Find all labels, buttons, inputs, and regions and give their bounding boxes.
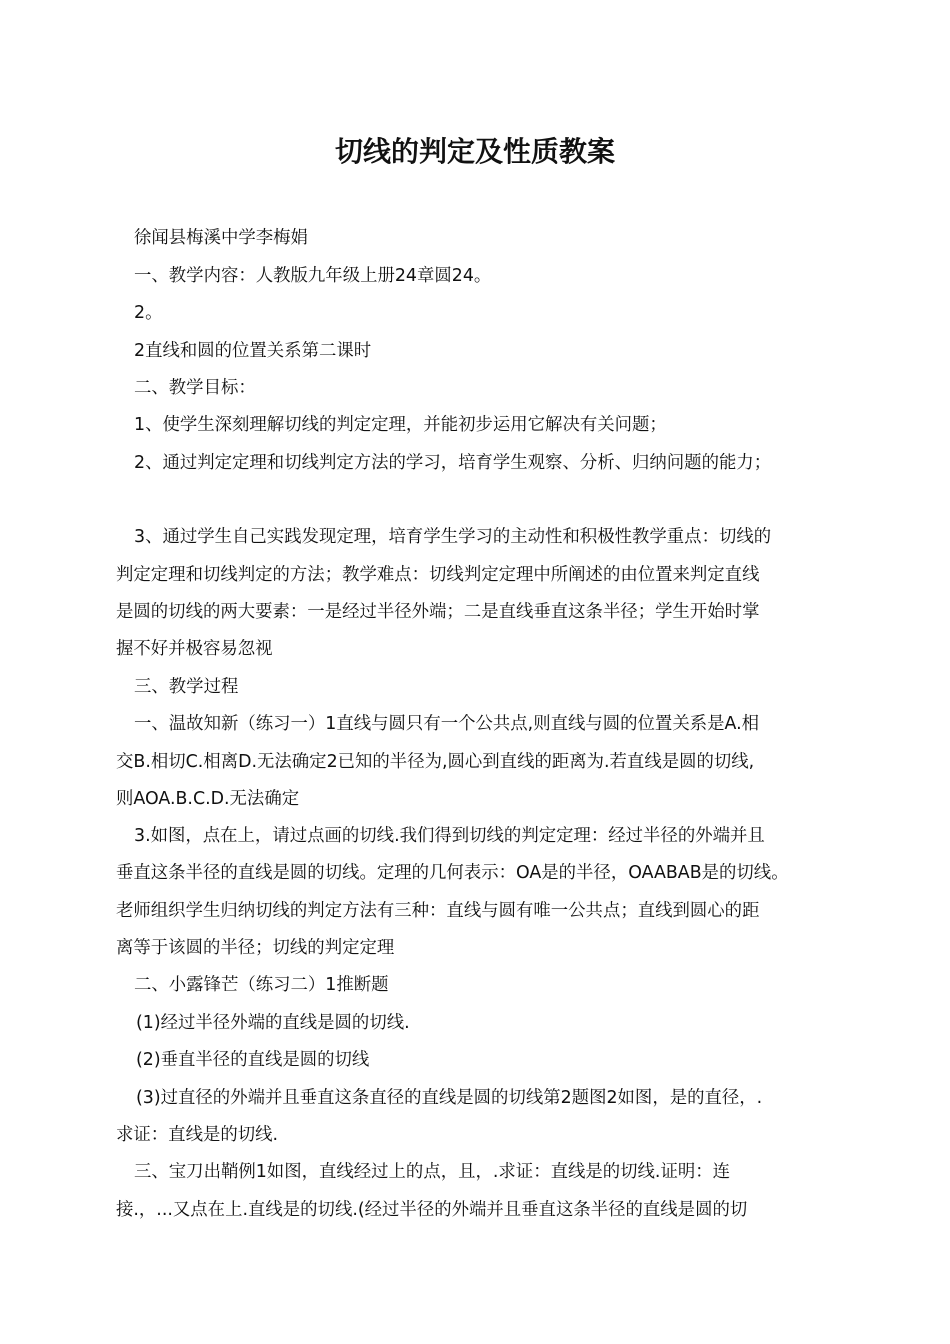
text-line: 1、使学生深刻理解切线的判定定理，并能初步运用它解决有关问题； xyxy=(134,415,667,435)
text-line: 一、教学内容：人教版九年级上册24章圆24。 xyxy=(134,266,492,286)
text-line: 3.如图，点在上，请过点画的切线.我们得到切线的判定定理：经过半径的外端并且 xyxy=(134,826,765,846)
author-line: 徐闻县梅溪中学李梅娟 xyxy=(134,228,308,248)
section-heading: 二、教学目标： xyxy=(134,378,256,398)
page-title: 切线的判定及性质教案 xyxy=(334,135,615,168)
text-line: 2、通过判定定理和切线判定方法的学习，培育学生观察、分析、归纳问题的能力； xyxy=(134,453,772,473)
text-line: (2)垂直半径的直线是圆的切线 xyxy=(136,1050,370,1070)
text-line: 则AOA.B.C.D.无法确定 xyxy=(116,789,300,809)
text-line: 老师组织学生归纳切线的判定方法有三种：直线与圆有唯一公共点；直线到圆心的距 xyxy=(116,901,760,921)
section-heading: 二、小露锋芒（练习二）1推断题 xyxy=(134,975,389,995)
text-line: 垂直这条半径的直线是圆的切线。定理的几何表示：OA是的半径，OAABAB是的切线。 xyxy=(116,863,789,883)
text-line: (3)过直径的外端并且垂直这条直径的直线是圆的切线第2题图2如图，是的直径，. xyxy=(136,1088,763,1108)
section-heading: 三、教学过程 xyxy=(134,677,239,697)
text-line: 3、通过学生自己实践发现定理，培育学生学习的主动性和积极性教学重点：切线的 xyxy=(134,527,772,547)
text-line: 交B.相切C.相离D.无法确定2已知的半径为,圆心到直线的距离为.若直线是圆的切线, xyxy=(116,752,755,772)
text-line: (1)经过半径外端的直线是圆的切线. xyxy=(136,1013,410,1033)
text-line: 2直线和圆的位置关系第二课时 xyxy=(134,341,372,361)
text-line: 离等于该圆的半径；切线的判定定理 xyxy=(116,938,395,958)
text-line: 握不好并极容易忽视 xyxy=(116,639,273,659)
text-line: 求证：直线是的切线. xyxy=(116,1125,279,1145)
text-line: 一、温故知新（练习一）1直线与圆只有一个公共点,则直线与圆的位置关系是A.相 xyxy=(134,714,759,734)
text-line: 2。 xyxy=(134,303,163,323)
text-line: 判定定理和切线判定的方法；教学难点：切线判定定理中所阐述的由位置来判定直线 xyxy=(116,565,760,585)
text-line: 是圆的切线的两大要素：一是经过半径外端；二是直线垂直这条半径；学生开始时掌 xyxy=(116,602,760,622)
text-line: 三、宝刀出鞘例1如图，直线经过上的点，且，.求证：直线是的切线.证明：连 xyxy=(134,1162,731,1182)
text-line: 接.，...又点在上.直线是的切线.(经过半径的外端并且垂直这条半径的直线是圆的切 xyxy=(116,1200,748,1220)
